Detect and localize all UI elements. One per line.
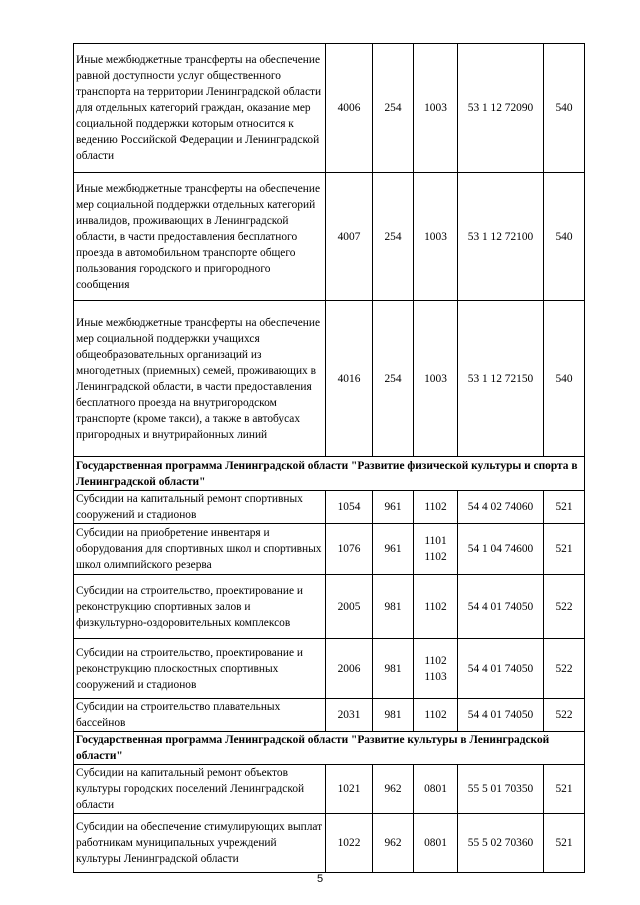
target-article-cell: 55 5 02 70360 bbox=[458, 814, 544, 873]
budget-table bbox=[73, 43, 585, 873]
section-row bbox=[74, 732, 585, 765]
expense-type-cell: 521 bbox=[544, 765, 585, 814]
description-cell: Субсидии на обеспечение стимулирующих выплат работникам муниципальных учреждений культуры Ленинградской области bbox=[74, 814, 326, 873]
code-cell: 1022 bbox=[326, 814, 373, 873]
description-cell: Иные межбюджетные трансферты на обеспечение мер социальной поддержки отдельных категорий инвалидов, проживающих в Ленинградской области, в части предоставления бесплатного проезда в автомобильном транспорте общего пользования городского и пригородного сообщения bbox=[74, 173, 326, 301]
code-cell: 2031 bbox=[326, 699, 373, 732]
expense-type-cell: 521 bbox=[544, 491, 585, 524]
section-code-cell: 1003 bbox=[414, 44, 458, 173]
grbs-cell: 962 bbox=[373, 814, 414, 873]
section-code-cell: 0801 bbox=[414, 765, 458, 814]
description-cell: Иные межбюджетные трансферты на обеспечение равной доступности услуг общественного транспорта на территории Ленинградской области для отдельных категорий граждан, оказание мер социальной поддержки которым относится к ведению Российской Федерации и Ленинградской области bbox=[74, 44, 326, 173]
table-row bbox=[74, 765, 585, 814]
description-cell: Субсидии на капитальный ремонт объектов культуры городских поселений Ленинградской области bbox=[74, 765, 326, 814]
table-row bbox=[74, 173, 585, 301]
section-title: Государственная программа Ленинградской области "Развитие культуры в Ленинградской области" bbox=[74, 732, 585, 765]
section-title: Государственная программа Ленинградской области "Развитие физической культуры и спорта в Ленинградской области" bbox=[74, 457, 585, 491]
target-article-cell: 53 1 12 72100 bbox=[458, 173, 544, 301]
expense-type-cell: 522 bbox=[544, 639, 585, 699]
grbs-cell: 254 bbox=[373, 44, 414, 173]
section-row bbox=[74, 457, 585, 491]
grbs-cell: 254 bbox=[373, 301, 414, 457]
target-article-cell: 53 1 12 72150 bbox=[458, 301, 544, 457]
grbs-cell: 981 bbox=[373, 575, 414, 639]
expense-type-cell: 521 bbox=[544, 814, 585, 873]
target-article-cell: 54 4 02 74060 bbox=[458, 491, 544, 524]
section-code-cell: 1101 1102 bbox=[414, 524, 458, 575]
section-code-cell: 0801 bbox=[414, 814, 458, 873]
expense-type-cell: 522 bbox=[544, 699, 585, 732]
section-code-cell: 1102 1103 bbox=[414, 639, 458, 699]
grbs-cell: 961 bbox=[373, 491, 414, 524]
table-row bbox=[74, 491, 585, 524]
code-cell: 1076 bbox=[326, 524, 373, 575]
code-cell: 2005 bbox=[326, 575, 373, 639]
expense-type-cell: 540 bbox=[544, 173, 585, 301]
section-code-cell: 1102 bbox=[414, 575, 458, 639]
grbs-cell: 981 bbox=[373, 639, 414, 699]
description-cell: Субсидии на приобретение инвентаря и оборудования для спортивных школ и спортивных школ олимпийского резерва bbox=[74, 524, 326, 575]
table-row bbox=[74, 639, 585, 699]
code-cell: 4007 bbox=[326, 173, 373, 301]
code-cell: 2006 bbox=[326, 639, 373, 699]
target-article-cell: 54 4 01 74050 bbox=[458, 575, 544, 639]
page-number: 5 bbox=[316, 873, 324, 885]
section-code-cell: 1102 bbox=[414, 699, 458, 732]
description-cell: Субсидии на строительство, проектирование и реконструкцию спортивных залов и физкультурно-оздоровительных комплексов bbox=[74, 575, 326, 639]
code-cell: 1054 bbox=[326, 491, 373, 524]
table-row bbox=[74, 301, 585, 457]
grbs-cell: 961 bbox=[373, 524, 414, 575]
table-row bbox=[74, 44, 585, 173]
code-cell: 4016 bbox=[326, 301, 373, 457]
target-article-cell: 53 1 12 72090 bbox=[458, 44, 544, 173]
section-code-cell: 1003 bbox=[414, 173, 458, 301]
description-cell: Иные межбюджетные трансферты на обеспечение мер социальной поддержки учащихся общеобразовательных организаций из многодетных (приемных) семей, проживающих в Ленинградской области, в части предоставления бесплатного проезда на внутригородском транспорте (кроме такси), а также в автобусах пригородных и внутрирайонных линий bbox=[74, 301, 326, 457]
table-row bbox=[74, 575, 585, 639]
section-code-cell: 1003 bbox=[414, 301, 458, 457]
expense-type-cell: 521 bbox=[544, 524, 585, 575]
grbs-cell: 254 bbox=[373, 173, 414, 301]
description-cell: Субсидии на капитальный ремонт спортивных сооружений и стадионов bbox=[74, 491, 326, 524]
code-cell: 1021 bbox=[326, 765, 373, 814]
description-cell: Субсидии на строительство плавательных бассейнов bbox=[74, 699, 326, 732]
table-row bbox=[74, 699, 585, 732]
target-article-cell: 54 1 04 74600 bbox=[458, 524, 544, 575]
grbs-cell: 962 bbox=[373, 765, 414, 814]
code-cell: 4006 bbox=[326, 44, 373, 173]
target-article-cell: 54 4 01 74050 bbox=[458, 699, 544, 732]
expense-type-cell: 522 bbox=[544, 575, 585, 639]
description-cell: Субсидии на строительство, проектирование и реконструкцию плоскостных спортивных сооружений и стадионов bbox=[74, 639, 326, 699]
table-row bbox=[74, 524, 585, 575]
target-article-cell: 54 4 01 74050 bbox=[458, 639, 544, 699]
table-row bbox=[74, 814, 585, 873]
grbs-cell: 981 bbox=[373, 699, 414, 732]
expense-type-cell: 540 bbox=[544, 301, 585, 457]
target-article-cell: 55 5 01 70350 bbox=[458, 765, 544, 814]
expense-type-cell: 540 bbox=[544, 44, 585, 173]
section-code-cell: 1102 bbox=[414, 491, 458, 524]
